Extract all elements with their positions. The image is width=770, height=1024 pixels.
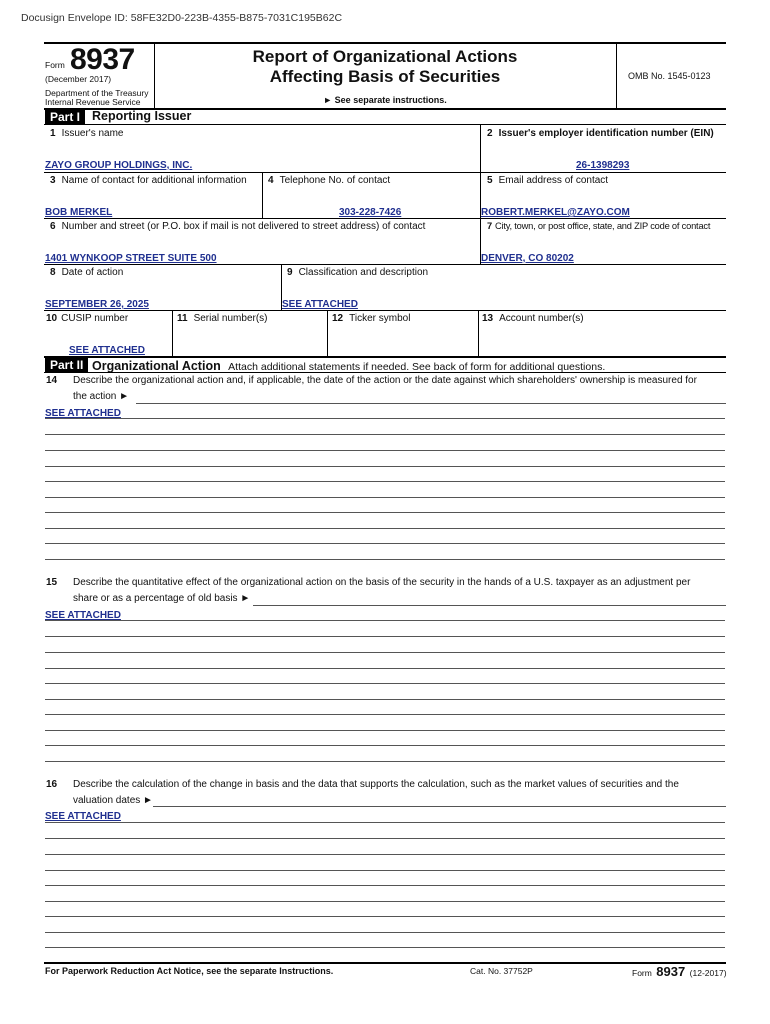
envelope-id: Docusign Envelope ID: 58FE32D0-223B-4355-B875-7031C195B62C [21, 12, 343, 24]
account-number-field[interactable] [484, 330, 724, 354]
date-of-action-field[interactable]: SEPTEMBER 26, 2025 [45, 299, 149, 310]
department-line: Department of the Treasury [45, 88, 149, 98]
email-field[interactable]: ROBERT.MERKEL@ZAYO.COM [481, 207, 630, 218]
form-title [154, 47, 616, 87]
part2-subtitle: Attach additional statements if needed. See back of form for additional questions. [228, 361, 606, 373]
header-divider-right [616, 44, 617, 108]
field2-label: 2 Issuer's employer identification number (EIN) [487, 128, 714, 139]
issuer-name-field[interactable]: ZAYO GROUP HOLDINGS, INC. [45, 160, 193, 171]
classification-field[interactable]: SEE ATTACHED [282, 299, 358, 310]
form-number: 8937 [70, 43, 135, 76]
q15-number: 15 [46, 577, 58, 588]
part1-title: Reporting Issuer [92, 109, 192, 123]
cusip-field[interactable]: SEE ATTACHED [69, 345, 145, 356]
field8-label: 8 Date of action [50, 267, 124, 278]
form-revision: (December 2017) [45, 74, 112, 84]
q16-question [73, 777, 733, 809]
q15-answer[interactable]: SEE ATTACHED [45, 610, 121, 621]
field5-label: 5 Email address of contact [487, 175, 609, 186]
part2-title: Organizational Action [92, 359, 221, 373]
street-address-field[interactable]: 1401 WYNKOOP STREET SUITE 500 [45, 253, 217, 264]
title-line-2: Affecting Basis of Securities [269, 67, 501, 86]
ein-field[interactable]: 26-1398293 [576, 160, 630, 171]
field7-label: 7 City, town, or post office, state, and ZIP code of contact [487, 221, 711, 231]
serial-number-field[interactable] [178, 330, 323, 354]
field13-label: 13 Account number(s) [482, 313, 584, 324]
footer-form-id: Form 8937 (12-2017) [632, 964, 727, 979]
part1-tag: Part I [45, 109, 85, 125]
q14-number: 14 [46, 375, 58, 386]
irs-line: Internal Revenue Service [45, 97, 141, 107]
q16-line-1: Describe the calculation of the change in basis and the data that supports the calculation, such as the market values of securities and the [73, 779, 679, 790]
ticker-symbol-field[interactable] [333, 330, 473, 354]
part2-tag: Part II [45, 357, 88, 373]
paperwork-notice: For Paperwork Reduction Act Notice, see the separate Instructions. [45, 966, 334, 976]
field6-label: 6 Number and street (or P.O. box if mail is not delivered to street address) of contact [50, 221, 426, 232]
q15-line-2: share or as a percentage of old basis ► [73, 593, 251, 604]
field1-label: 1 Issuer's name [50, 128, 124, 139]
q16-number: 16 [46, 779, 58, 790]
field11-label: 11 Serial number(s) [177, 313, 268, 324]
catalog-number: Cat. No. 37752P [470, 966, 533, 976]
q15-line-1: Describe the quantitative effect of the organizational action on the basis of the security in the hands of a U.S. taxpayer as an adjustment per [73, 577, 691, 588]
q16-answer[interactable]: SEE ATTACHED [45, 811, 121, 822]
field9-label: 9 Classification and description [287, 267, 429, 278]
see-instructions: ► See separate instructions. [323, 95, 447, 105]
form-word: Form [45, 60, 65, 70]
field4-label: 4 Telephone No. of contact [268, 175, 391, 186]
q14-answer[interactable]: SEE ATTACHED [45, 408, 121, 419]
q14-question [73, 373, 733, 405]
q16-line-2: valuation dates ► [73, 795, 153, 806]
q14-line-2: the action ► [73, 391, 130, 402]
field12-label: 12 Ticker symbol [332, 313, 411, 324]
row1-divider [480, 124, 481, 172]
city-state-zip-field[interactable]: DENVER, CO 80202 [481, 253, 574, 264]
field10-label: 10 CUSIP number [46, 313, 129, 324]
contact-name-field[interactable]: BOB MERKEL [45, 207, 113, 218]
part1-header-rule [44, 124, 726, 125]
footer-rule [44, 962, 726, 964]
q15-question [73, 575, 733, 607]
title-line-1: Report of Organizational Actions [252, 47, 518, 66]
field3-label: 3 Name of contact for additional information [50, 175, 247, 186]
telephone-field[interactable]: 303-228-7426 [339, 207, 402, 218]
q14-line-1: Describe the organizational action and, if applicable, the date of the action or the date against which shareholders' ownership is measured for [73, 375, 697, 386]
omb-number: OMB No. 1545-0123 [628, 71, 711, 81]
header-top-rule [44, 42, 726, 44]
